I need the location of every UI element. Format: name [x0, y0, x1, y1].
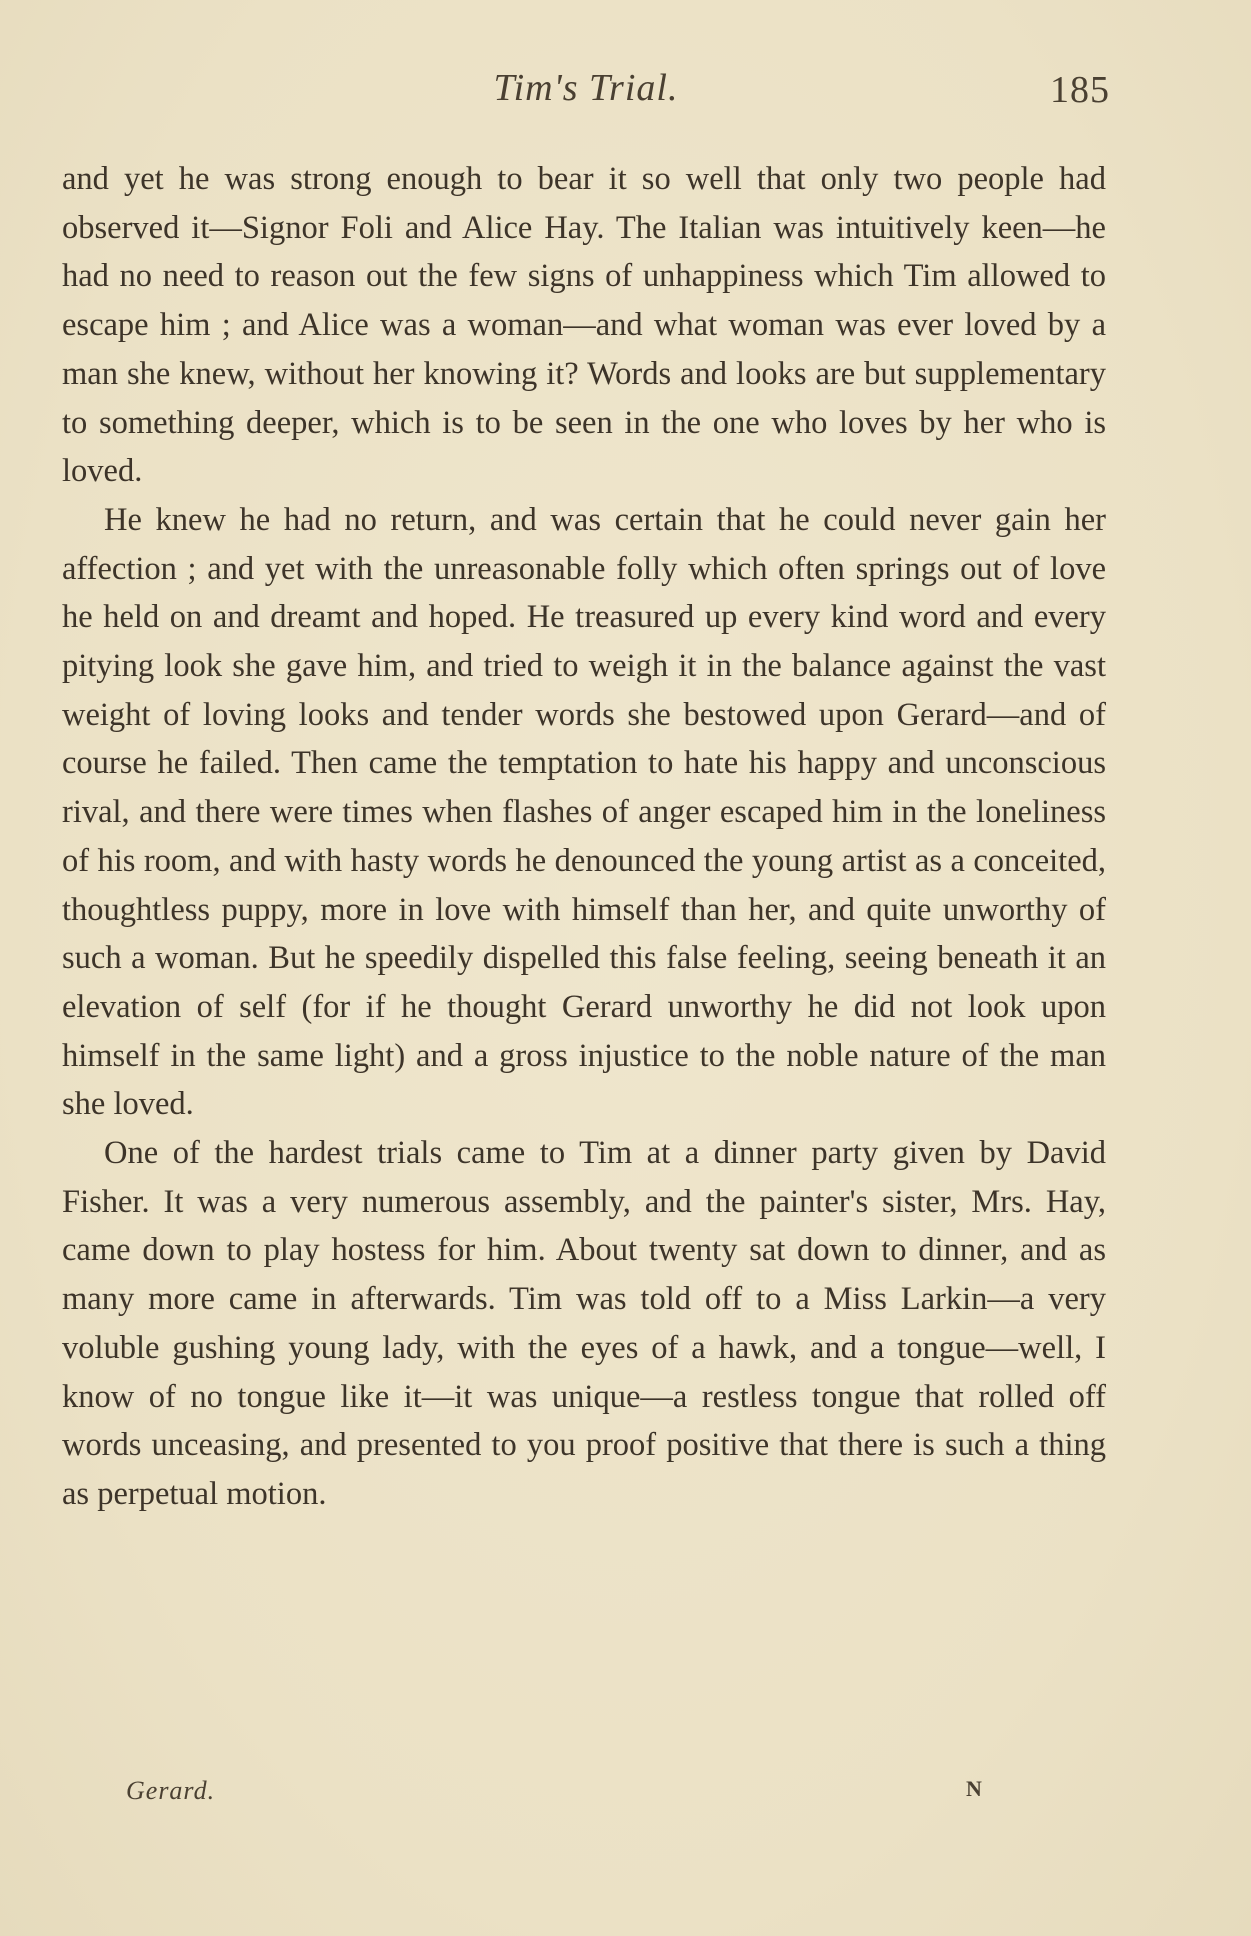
signature: Gerard.	[126, 1776, 216, 1805]
page-number: 185	[1050, 69, 1110, 111]
running-title: Tim's Trial.	[493, 67, 679, 109]
running-head	[62, 64, 1110, 124]
body-text	[62, 155, 1106, 1519]
paragraph-1: and yet he was strong enough to bear it so well that only two people had observed it—Signor Foli and Alice Hay. The Italian was intuitively keen—he had no need to reason out the few signs of unhappiness which Tim allowed to escape him ; and Alice was a woman—and what woman was ever loved by a man she knew, without her knowing it? Words and looks are but supplementary to something deeper, which is to be seen in the one who loves by her who is loved.	[62, 161, 1106, 490]
paragraph-2: He knew he had no return, and was certain that he could never gain her affection ; and yet with the unreasonable folly which often springs out of love he held on and dreamt and hoped. He treasured up every kind word and every pitying look she gave him, and tried to weigh it in the balance against the vast weight of loving looks and tender words she bestowed upon Gerard—and of course he failed. Then came the temptation to hate his happy and unconscious rival, and there were times when flashes of anger escaped him in the loneliness of his room, and with hasty words he denounced the young artist as a conceited, thoughtless puppy, more in love with himself than her, and quite unworthy of such a woman. But he speedily dispelled this false feeling, seeing beneath it an elevation of self (for if he thought Gerard unworthy he did not look upon himself in the same light) and a gross injustice to the noble nature of the man she loved.	[62, 501, 1106, 1123]
signature-mark: N	[966, 1776, 982, 1801]
paragraph-3: One of the hardest trials came to Tim at a dinner party given by David Fisher. It was a very numerous assembly, and the painter's sister, Mrs. Hay, came down to play hostess for him. About twenty sat down to dinner, and as many more came in afterwards. Tim was told off to a Miss Larkin—a very voluble gushing young lady, with the eyes of a hawk, and a tongue—well, I know of no tongue like it—it was unique—a restless tongue that rolled off words unceasing, and presented to you proof positive that there is such a thing as perpetual motion.	[62, 1135, 1106, 1512]
signature-line	[62, 1776, 1106, 1816]
